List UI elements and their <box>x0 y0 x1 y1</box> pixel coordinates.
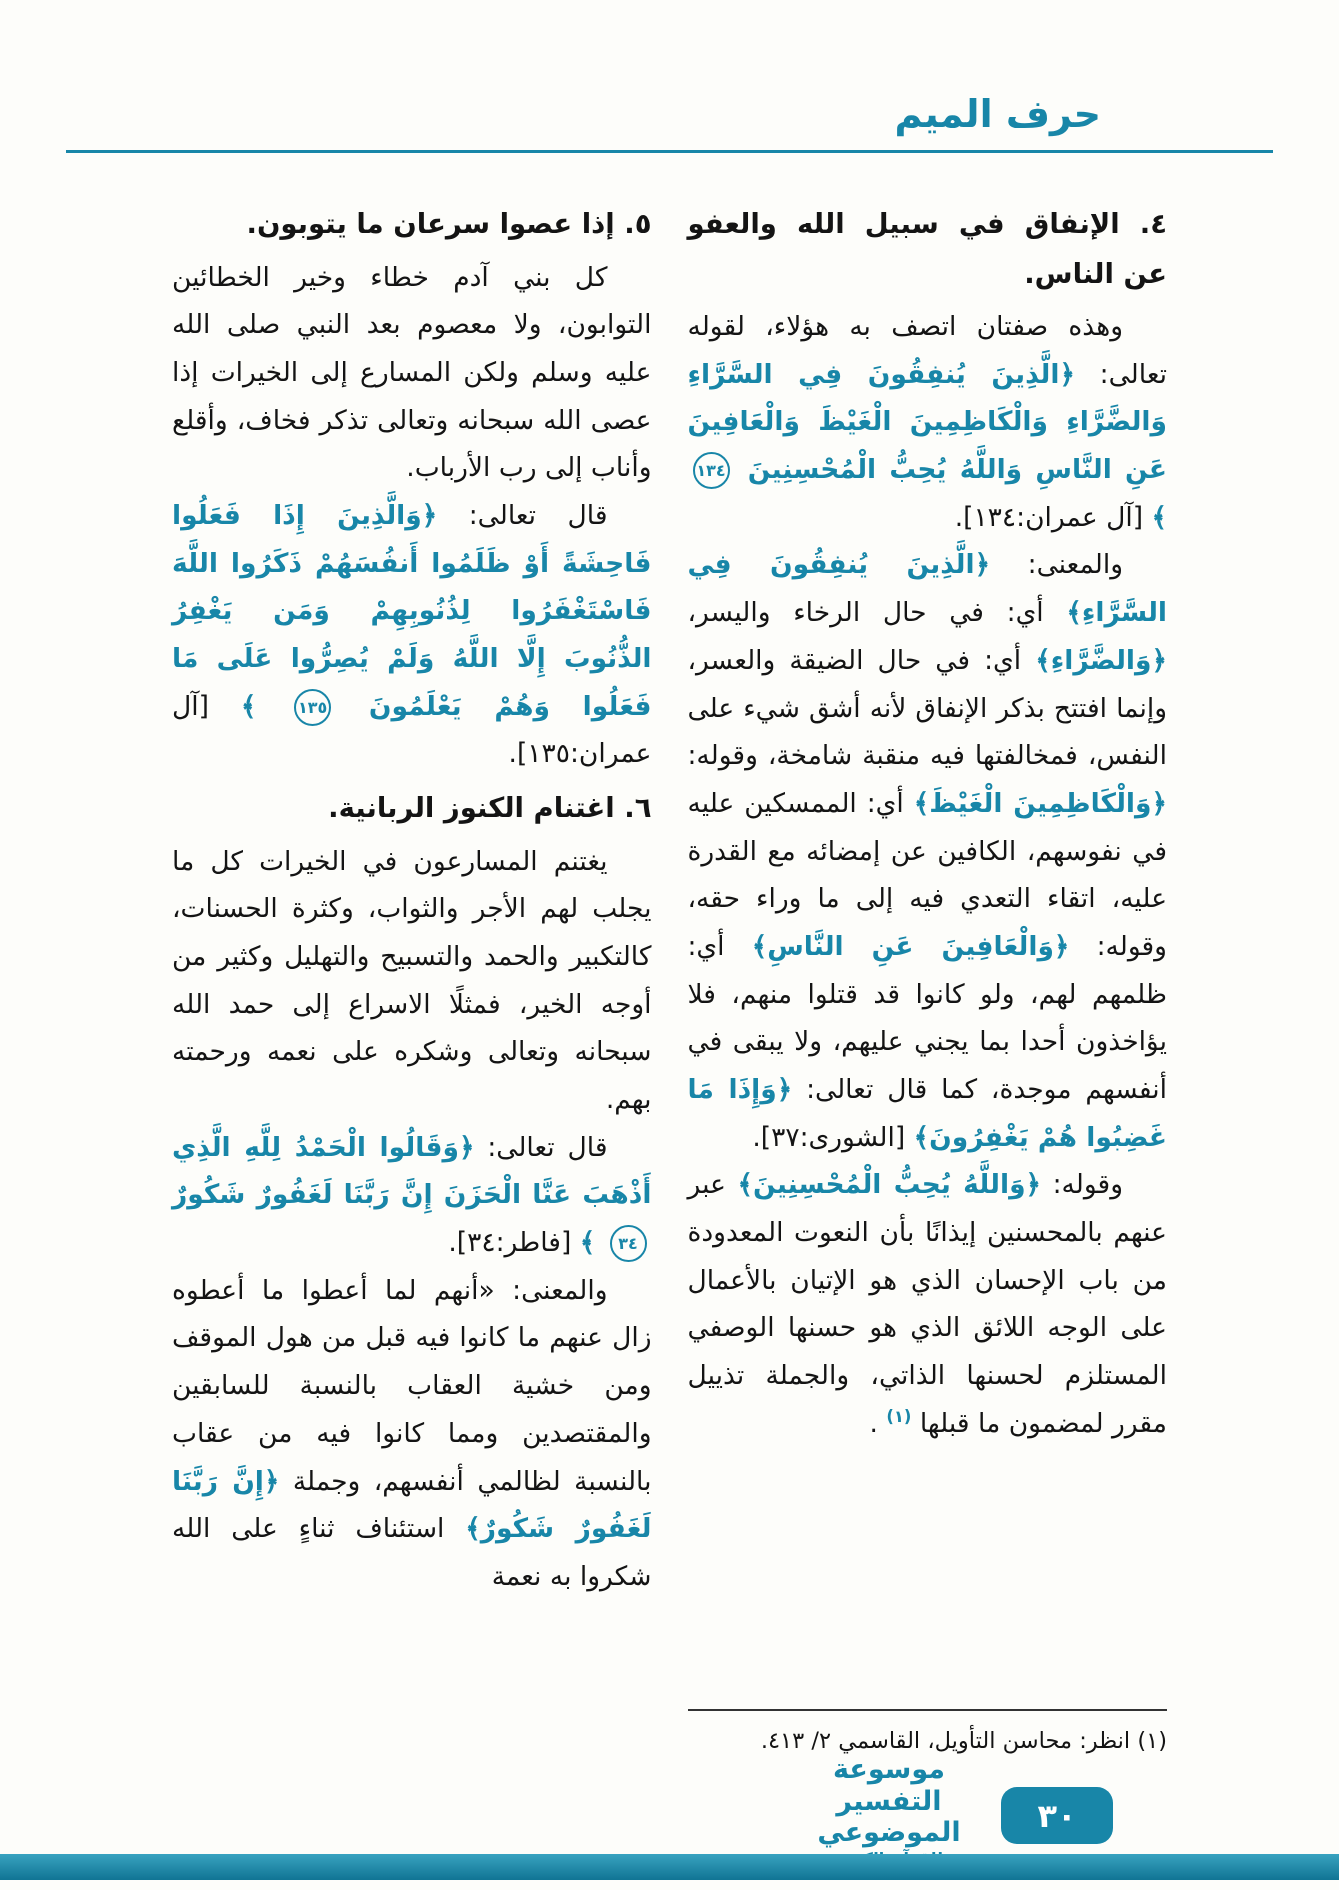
quran-verse: ﴿وَالَّذِينَ إِذَا فَعَلُوا فَاحِشَةً أَوْ ظَلَمُوا أَنفُسَهُمْ ذَكَرُوا اللَّهَ فَاسْتَغْفَرُوا لِذُنُوبِهِمْ وَمَن يَغْفِرُ الذُّنُوبَ إِلَّا اللَّهُ وَلَمْ يُصِرُّوا عَلَى مَا فَعَلُوا وَهُمْ يَعْلَمُونَ <box>172 499 652 722</box>
quran-verse: ﴿وَقَالُوا الْحَمْدُ لِلَّهِ الَّذِي أَذْهَبَ عَنَّا الْحَزَنَ إِنَّ رَبَّنَا لَغَفُورٌ شَكُورٌ <box>172 1131 652 1211</box>
publisher-logo-title: موسوعة التفسير الموضوعي <box>817 1754 961 1848</box>
verse-reference: [آل عمران:١٣٤]. <box>954 501 1152 533</box>
paragraph <box>688 541 1168 1161</box>
paragraph <box>172 1267 652 1601</box>
paragraph <box>172 492 652 778</box>
body-text: يغتنم المسارعون في الخيرات كل ما يجلب لهم الأجر والثواب، وكثرة الحسنات، كالتكبير والحمد والتسبيح والتهليل وكثير من أوجه الخير، فمثلًا الاسراع إلى حمد الله سبحانه وتعالى وشكره على نعمه ورحمته بهم. <box>172 845 652 1115</box>
body-text: ٤. الإنفاق في سبيل الله والعفو عن الناس. <box>687 208 1167 290</box>
header-divider <box>66 150 1273 153</box>
body-text: أي: في حال الرخاء واليسر، <box>687 597 1067 629</box>
footnote-marker: (١) <box>886 1406 912 1426</box>
body-text: وقوله: <box>1041 1169 1123 1201</box>
right-column-text <box>688 194 1168 1448</box>
quran-verse: ﴾ <box>579 1227 605 1259</box>
quran-verse: ﴾ <box>240 690 290 722</box>
quran-verse: ﴿وَالْعَافِينَ عَنِ النَّاسِ﴾ <box>751 930 1070 962</box>
paragraph <box>688 1161 1168 1447</box>
page-number: ٣٠ <box>1037 1796 1077 1835</box>
page-number-badge <box>1001 1787 1113 1844</box>
quran-verse: ﴿وَالضَّرَّاءِ﴾ <box>1035 644 1167 676</box>
publisher-logo <box>789 1754 989 1868</box>
body-text: عبر عنهم بالمحسنين إيذانًا بأن النعوت المعدودة من باب الإحسان الذي هو الإتيان بالأعمال على الوجه اللائق الذي هو حسنها الوصفي المستلزم لحسنها الذاتي، والجملة تذييل مقرر لمضمون ما قبلها <box>687 1169 1167 1439</box>
paragraph <box>172 838 652 1124</box>
quran-verse: ﴾ <box>1151 501 1167 533</box>
body-text: قال تعالى: <box>474 1131 608 1163</box>
left-column <box>172 194 652 1759</box>
paragraph <box>172 254 652 492</box>
body-text: . <box>869 1407 887 1439</box>
body-text: والمعنى: «أنهم لما أعطوا ما أعطوه زال عنهم ما كانوا فيه قبل من هول الموقف ومن خشية العقاب بالنسبة للسابقين والمقتصدين ومما كانوا فيه من عقاب بالنسبة لظالمي أنفسهم، وجملة <box>172 1274 652 1497</box>
body-text: أي: في حال الضيقة والعسر، وإنما افتتح بذكر الإنفاق لأنه أشق شيء على النفس، فمخالفتها فيه منقبة شامخة، وقوله: <box>687 644 1167 772</box>
ayah-number: ١٣٥ <box>294 689 331 726</box>
quran-verse: ﴿الَّذِينَ يُنفِقُونَ فِي السَّرَّاءِ﴾ <box>687 549 1167 629</box>
body-text: أي: ظلمهم لهم، ولو كانوا قد قتلوا منهم، فلا يؤاخذون أحدا بما يجني عليهم، ولا يبقى في أنفسهم موجدة، كما قال تعالى: <box>687 930 1167 1105</box>
body-text: ٥. إذا عصوا سرعان ما يتوبون. <box>246 208 652 240</box>
verse-reference: [آل عمران:١٣٥]. <box>172 690 652 770</box>
quran-verse: ﴿وَاللَّهُ يُحِبُّ الْمُحْسِنِينَ﴾ <box>737 1169 1042 1201</box>
content-columns <box>172 194 1167 1759</box>
quran-verse: ﴿وَالْكَاظِمِينَ الْغَيْظَ﴾ <box>913 787 1167 819</box>
body-text: أي: الممسكين عليه في نفوسهم، الكافين عن إمضائه مع القدرة عليه، اتقاء التعدي فيه إلى ما وراء حقه، وقوله: <box>687 787 1167 962</box>
body-text: ٦. اغتنام الكنوز الربانية. <box>328 792 652 825</box>
footnote-text: (١) انظر: محاسن التأويل، القاسمي ٢/ ٤١٣. <box>760 1728 1167 1754</box>
footer-band <box>0 1854 1339 1880</box>
section-heading <box>688 200 1168 299</box>
body-text: قال تعالى: <box>437 499 608 531</box>
quran-verse: ﴿إِنَّ رَبَّنَا لَغَفُورٌ شَكُورٌ﴾ <box>172 1465 652 1545</box>
ayah-number: ١٣٤ <box>693 452 730 489</box>
verse-reference: [فاطر:٣٤]. <box>448 1227 580 1259</box>
section-heading <box>172 200 652 250</box>
quran-verse: ﴿الَّذِينَ يُنفِقُونَ فِي السَّرَّاءِ وَالضَّرَّاءِ وَالْكَاظِمِينَ الْغَيْظَ وَالْعَافِينَ عَنِ النَّاسِ وَاللَّهُ يُحِبُّ الْمُحْسِنِينَ <box>687 358 1167 486</box>
quran-verse: ﴿وَإِذَا مَا غَضِبُوا هُمْ يَغْفِرُونَ﴾ <box>687 1074 1167 1153</box>
section-heading <box>172 784 652 834</box>
body-text: وهذه صفتان اتصف به هؤلاء، لقوله تعالى: <box>687 311 1167 390</box>
chapter-header: حرف الميم <box>894 92 1101 136</box>
right-column <box>688 194 1168 1759</box>
body-text: كل بني آدم خطاء وخير الخطائين التوابون، ولا معصوم بعد النبي صلى الله عليه وسلم ولكن المسارع إلى الخيرات إذا عصى الله سبحانه وتعالى تذكر فخاف، وأقلع وأناب إلى رب الأرباب. <box>172 261 652 484</box>
paragraph <box>172 1124 652 1267</box>
body-text: استئناف ثناءٍ على الله شكروا به نعمة <box>172 1513 652 1592</box>
left-column-text <box>172 194 652 1601</box>
ayah-number: ٣٤ <box>610 1225 647 1262</box>
paragraph <box>688 303 1168 541</box>
footnote <box>688 1709 1168 1759</box>
verse-reference: [الشورى:٣٧]. <box>752 1121 914 1153</box>
body-text: والمعنى: <box>990 549 1123 581</box>
